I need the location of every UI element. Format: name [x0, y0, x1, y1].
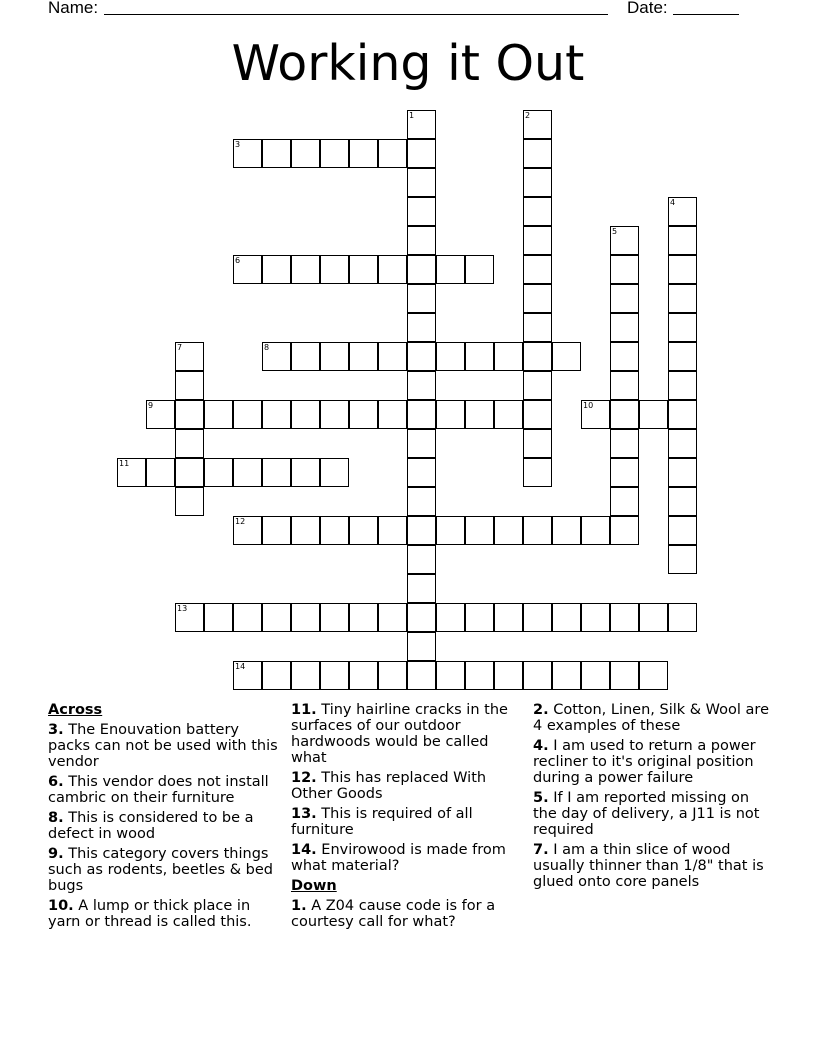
grid-cell[interactable]: [552, 661, 581, 690]
clue-number-label: 2: [525, 111, 531, 120]
grid-cell[interactable]: [436, 661, 465, 690]
grid-cell[interactable]: [494, 603, 523, 632]
grid-cell[interactable]: [233, 603, 262, 632]
grid-cell[interactable]: [233, 400, 262, 429]
date-label: Date:: [627, 0, 668, 17]
clue-number-label: 8: [264, 343, 270, 352]
clue-down-5: 5. If I am reported missing on the day of delivery, a J11 is not required: [533, 790, 760, 838]
grid-cell[interactable]: [610, 371, 639, 400]
grid-cell[interactable]: [523, 313, 552, 342]
grid-cell[interactable]: [581, 661, 610, 690]
clue-number-label: 14: [235, 662, 246, 671]
grid-cell[interactable]: [378, 516, 407, 545]
clue-number-label: 4: [670, 198, 676, 207]
grid-cell[interactable]: [610, 284, 639, 313]
grid-cell[interactable]: [668, 487, 697, 516]
grid-cell[interactable]: [610, 255, 639, 284]
grid-cell[interactable]: [262, 139, 291, 168]
grid-cell[interactable]: [494, 342, 523, 371]
grid-cell[interactable]: [668, 255, 697, 284]
grid-cell[interactable]: [465, 661, 494, 690]
grid-cell[interactable]: [320, 458, 349, 487]
grid-cell[interactable]: [349, 400, 378, 429]
grid-cell[interactable]: [610, 400, 639, 429]
grid-cell[interactable]: [349, 255, 378, 284]
grid-cell[interactable]: [407, 632, 436, 661]
grid-cell[interactable]: [320, 342, 349, 371]
clue-down-7: 7. I am a thin slice of wood usually thinner than 1/8" that is glued onto core panels: [533, 842, 764, 890]
grid-cell[interactable]: [262, 458, 291, 487]
grid-cell[interactable]: [668, 458, 697, 487]
page-title: Working it Out: [231, 35, 585, 92]
grid-cell[interactable]: [465, 603, 494, 632]
grid-cell[interactable]: [552, 603, 581, 632]
clue-number-label: 12: [235, 517, 246, 526]
grid-cell[interactable]: [610, 458, 639, 487]
grid-cell[interactable]: [378, 255, 407, 284]
grid-cell[interactable]: [262, 603, 291, 632]
clue-down-4: 4. I am used to return a power recliner to it's original position during a power failure: [533, 738, 756, 786]
grid-cell[interactable]: [378, 139, 407, 168]
clues-column-2: [291, 702, 523, 934]
grid-cell[interactable]: [465, 342, 494, 371]
grid-cell[interactable]: [378, 400, 407, 429]
grid-cell[interactable]: [465, 255, 494, 284]
grid-cell[interactable]: [581, 603, 610, 632]
grid-cell[interactable]: [610, 429, 639, 458]
grid-cell[interactable]: [610, 487, 639, 516]
grid-cell[interactable]: [407, 371, 436, 400]
grid-cell[interactable]: [407, 342, 436, 371]
grid-cell[interactable]: [523, 661, 552, 690]
grid-cell[interactable]: [668, 284, 697, 313]
grid-cell[interactable]: [175, 429, 204, 458]
grid-cell[interactable]: [233, 458, 262, 487]
clue-number-label: 13: [177, 604, 188, 613]
grid-cell[interactable]: [494, 400, 523, 429]
across-heading: Across: [48, 702, 103, 718]
grid-cell[interactable]: [465, 516, 494, 545]
grid-cell[interactable]: [436, 516, 465, 545]
grid-cell[interactable]: [262, 400, 291, 429]
grid-cell[interactable]: [523, 168, 552, 197]
grid-cell[interactable]: [523, 226, 552, 255]
grid-cell[interactable]: [407, 313, 436, 342]
grid-cell[interactable]: [320, 661, 349, 690]
grid-cell[interactable]: [523, 458, 552, 487]
grid-cell[interactable]: [407, 255, 436, 284]
down-heading: Down: [291, 878, 337, 894]
grid-cell[interactable]: [639, 661, 668, 690]
clue-across-11: 11. Tiny hairline cracks in the surfaces of our outdoor hardwoods would be called what: [291, 702, 508, 766]
grid-cell[interactable]: [407, 487, 436, 516]
grid-cell[interactable]: [175, 371, 204, 400]
grid-cell[interactable]: [407, 139, 436, 168]
grid-cell[interactable]: [175, 458, 204, 487]
clue-number-label: 10: [583, 401, 594, 410]
grid-cell[interactable]: [610, 516, 639, 545]
clue-number-label: 3: [235, 140, 241, 149]
grid-cell[interactable]: [204, 400, 233, 429]
grid-cell[interactable]: [523, 429, 552, 458]
grid-cell[interactable]: [523, 516, 552, 545]
grid-cell[interactable]: [639, 400, 668, 429]
grid-cell[interactable]: [668, 400, 697, 429]
grid-cell[interactable]: [523, 139, 552, 168]
grid-cell[interactable]: [436, 603, 465, 632]
grid-cell[interactable]: [291, 400, 320, 429]
grid-cell[interactable]: [407, 574, 436, 603]
grid-cell[interactable]: [610, 313, 639, 342]
grid-cell[interactable]: [146, 458, 175, 487]
grid-cell[interactable]: [436, 255, 465, 284]
clue-across-8: 8. This is considered to be a defect in wood: [48, 810, 254, 842]
grid-cell[interactable]: [610, 661, 639, 690]
grid-cell[interactable]: [175, 400, 204, 429]
clue-number-label: 7: [177, 343, 183, 352]
grid-cell[interactable]: [523, 197, 552, 226]
grid-cell[interactable]: [639, 603, 668, 632]
clue-number-label: 11: [119, 459, 130, 468]
grid-cell[interactable]: [668, 342, 697, 371]
grid-cell[interactable]: [668, 313, 697, 342]
grid-cell[interactable]: [349, 139, 378, 168]
grid-cell[interactable]: [407, 429, 436, 458]
grid-cell[interactable]: [494, 516, 523, 545]
grid-cell[interactable]: [407, 458, 436, 487]
grid-cell[interactable]: [262, 255, 291, 284]
clues-column-1: [48, 702, 283, 934]
grid-cell[interactable]: [175, 487, 204, 516]
grid-cell[interactable]: [610, 342, 639, 371]
clue-across-3: 3. The Enouvation battery packs can not be used with this vendor: [48, 722, 278, 770]
name-label: Name:: [48, 0, 99, 17]
clue-down-2: 2. Cotton, Linen, Silk & Wool are 4 examples of these: [533, 702, 769, 734]
grid-cell[interactable]: [291, 139, 320, 168]
grid-cell[interactable]: [523, 284, 552, 313]
grid-cell[interactable]: [320, 139, 349, 168]
grid-cell[interactable]: [204, 603, 233, 632]
grid-cell[interactable]: [407, 545, 436, 574]
grid-cell[interactable]: [378, 603, 407, 632]
grid-cell[interactable]: [320, 516, 349, 545]
grid-cell[interactable]: [378, 342, 407, 371]
grid-cell[interactable]: [668, 603, 697, 632]
clue-number-label: 1: [409, 111, 415, 120]
clue-across-9: 9. This category covers things such as rodents, beetles & bed bugs: [48, 846, 273, 894]
grid-cell[interactable]: [349, 342, 378, 371]
grid-cell[interactable]: [291, 342, 320, 371]
clue-down-1: 1. A Z04 cause code is for a courtesy call for what?: [291, 898, 496, 930]
grid-cell[interactable]: [552, 516, 581, 545]
grid-cell[interactable]: [436, 400, 465, 429]
grid-cell[interactable]: [320, 255, 349, 284]
clue-across-14: 14. Envirowood is made from what material?: [291, 842, 506, 874]
grid-cell[interactable]: [436, 342, 465, 371]
grid-cell[interactable]: [262, 516, 291, 545]
grid-cell[interactable]: [407, 284, 436, 313]
grid-cell[interactable]: [668, 429, 697, 458]
grid-cell[interactable]: [407, 516, 436, 545]
clue-across-12: 12. This has replaced With Other Goods: [291, 770, 487, 802]
grid-cell[interactable]: [668, 545, 697, 574]
grid-cell[interactable]: [668, 516, 697, 545]
grid-cell[interactable]: [552, 342, 581, 371]
grid-cell[interactable]: [320, 603, 349, 632]
grid-cell[interactable]: [523, 371, 552, 400]
grid-cell[interactable]: [291, 458, 320, 487]
grid-cell[interactable]: [262, 661, 291, 690]
clue-number-label: 6: [235, 256, 241, 265]
grid-cell[interactable]: [378, 661, 407, 690]
grid-cell[interactable]: [407, 400, 436, 429]
grid-cell[interactable]: [349, 661, 378, 690]
grid-cell[interactable]: [465, 400, 494, 429]
grid-cell[interactable]: [407, 168, 436, 197]
grid-cell[interactable]: [349, 516, 378, 545]
grid-cell[interactable]: [407, 661, 436, 690]
grid-cell[interactable]: [668, 371, 697, 400]
grid-cell[interactable]: [523, 603, 552, 632]
grid-cell[interactable]: [291, 255, 320, 284]
grid-cell[interactable]: [204, 458, 233, 487]
grid-cell[interactable]: [668, 226, 697, 255]
grid-cell[interactable]: [291, 661, 320, 690]
grid-cell[interactable]: [407, 197, 436, 226]
grid-cell[interactable]: [523, 400, 552, 429]
grid-cell[interactable]: [407, 603, 436, 632]
grid-cell[interactable]: [291, 603, 320, 632]
grid-cell[interactable]: [581, 516, 610, 545]
grid-cell[interactable]: [320, 400, 349, 429]
clue-across-10: 10. A lump or thick place in yarn or thread is called this.: [48, 898, 252, 930]
grid-cell[interactable]: [407, 226, 436, 255]
clue-across-6: 6. This vendor does not install cambric on their furniture: [48, 774, 269, 806]
grid-cell[interactable]: [494, 661, 523, 690]
clues-column-3: [533, 702, 773, 894]
grid-cell[interactable]: [523, 255, 552, 284]
grid-cell[interactable]: [349, 603, 378, 632]
clue-number-label: 5: [612, 227, 618, 236]
grid-cell[interactable]: [523, 342, 552, 371]
grid-cell[interactable]: [610, 603, 639, 632]
grid-cell[interactable]: [291, 516, 320, 545]
clue-across-13: 13. This is required of all furniture: [291, 806, 473, 838]
clue-number-label: 9: [148, 401, 154, 410]
